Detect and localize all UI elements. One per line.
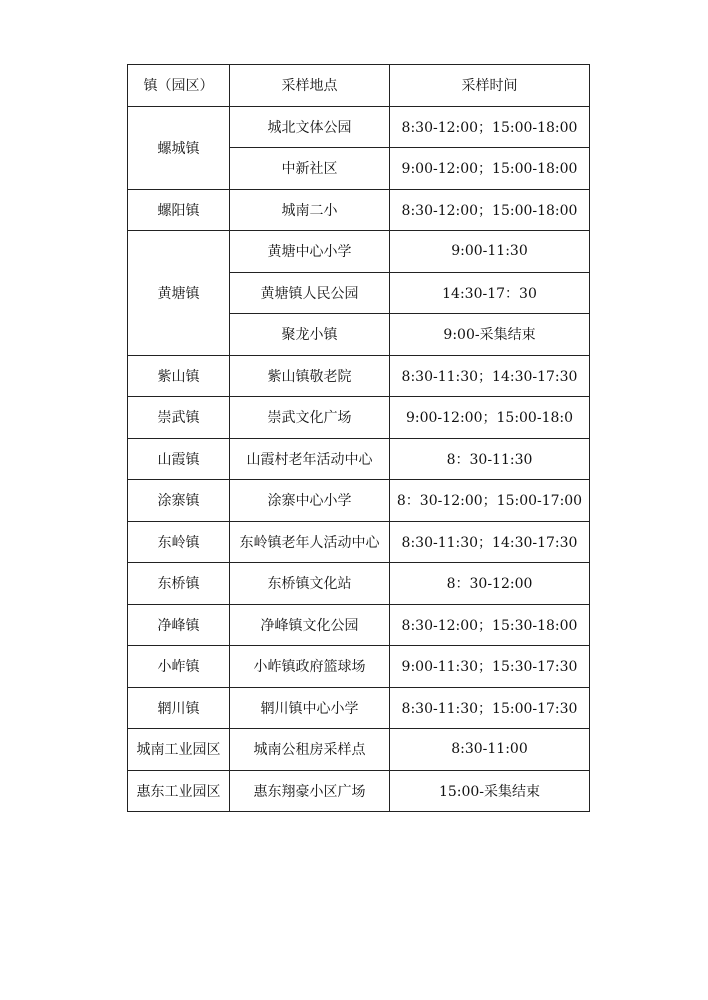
site-cell: 城北文体公园	[230, 106, 390, 148]
town-cell: 东桥镇	[128, 563, 230, 605]
town-cell: 崇武镇	[128, 397, 230, 439]
time-cell: 9:00-11:30	[390, 231, 590, 273]
time-cell: 8:30-12:00；15:30-18:00	[390, 604, 590, 646]
town-cell: 紫山镇	[128, 355, 230, 397]
site-cell: 城南二小	[230, 189, 390, 231]
time-cell: 8：30-11:30	[390, 438, 590, 480]
town-cell: 净峰镇	[128, 604, 230, 646]
table-row	[128, 438, 590, 480]
town-cell: 东岭镇	[128, 521, 230, 563]
site-cell: 崇武文化广场	[230, 397, 390, 439]
site-cell: 东桥镇文化站	[230, 563, 390, 605]
sampling-schedule-table	[127, 64, 590, 812]
town-cell: 辋川镇	[128, 687, 230, 729]
table-row	[128, 646, 590, 688]
town-cell: 涂寨镇	[128, 480, 230, 522]
town-cell: 黄塘镇	[128, 231, 230, 356]
time-cell: 15:00-采集结束	[390, 770, 590, 812]
time-cell: 9:00-12:00；15:00-18:0	[390, 397, 590, 439]
site-cell: 聚龙小镇	[230, 314, 390, 356]
site-cell: 山霞村老年活动中心	[230, 438, 390, 480]
table-row	[128, 729, 590, 771]
site-cell: 黄塘中心小学	[230, 231, 390, 273]
table-row	[128, 563, 590, 605]
time-cell: 8:30-11:30；15:00-17:30	[390, 687, 590, 729]
table-row	[128, 521, 590, 563]
site-cell: 净峰镇文化公园	[230, 604, 390, 646]
site-cell: 东岭镇老年人活动中心	[230, 521, 390, 563]
site-cell: 惠东翔豪小区广场	[230, 770, 390, 812]
table-row	[128, 355, 590, 397]
time-cell: 8:30-11:00	[390, 729, 590, 771]
table-row	[128, 189, 590, 231]
time-cell: 8:30-11:30；14:30-17:30	[390, 521, 590, 563]
site-cell: 城南公租房采样点	[230, 729, 390, 771]
table-row	[128, 770, 590, 812]
header-site: 采样地点	[230, 65, 390, 107]
header-row	[128, 65, 590, 107]
time-cell: 8：30-12:00；15:00-17:00	[390, 480, 590, 522]
time-cell: 8:30-12:00；15:00-18:00	[390, 189, 590, 231]
town-cell: 螺阳镇	[128, 189, 230, 231]
time-cell: 14:30-17：30	[390, 272, 590, 314]
time-cell: 9:00-11:30；15:30-17:30	[390, 646, 590, 688]
site-cell: 中新社区	[230, 148, 390, 190]
site-cell: 小岞镇政府篮球场	[230, 646, 390, 688]
site-cell: 紫山镇敬老院	[230, 355, 390, 397]
time-cell: 8:30-12:00；15:00-18:00	[390, 106, 590, 148]
town-cell: 惠东工业园区	[128, 770, 230, 812]
header-town: 镇（园区）	[128, 65, 230, 107]
header-time: 采样时间	[390, 65, 590, 107]
site-cell: 涂寨中心小学	[230, 480, 390, 522]
town-cell: 城南工业园区	[128, 729, 230, 771]
time-cell: 8：30-12:00	[390, 563, 590, 605]
table-row	[128, 687, 590, 729]
time-cell: 9:00-采集结束	[390, 314, 590, 356]
table-row	[128, 604, 590, 646]
table-row	[128, 480, 590, 522]
time-cell: 8:30-11:30；14:30-17:30	[390, 355, 590, 397]
town-cell: 山霞镇	[128, 438, 230, 480]
time-cell: 9:00-12:00；15:00-18:00	[390, 148, 590, 190]
table-row	[128, 106, 590, 148]
site-cell: 辋川镇中心小学	[230, 687, 390, 729]
table-row	[128, 231, 590, 273]
town-cell: 小岞镇	[128, 646, 230, 688]
town-cell: 螺城镇	[128, 106, 230, 189]
site-cell: 黄塘镇人民公园	[230, 272, 390, 314]
table-row	[128, 397, 590, 439]
